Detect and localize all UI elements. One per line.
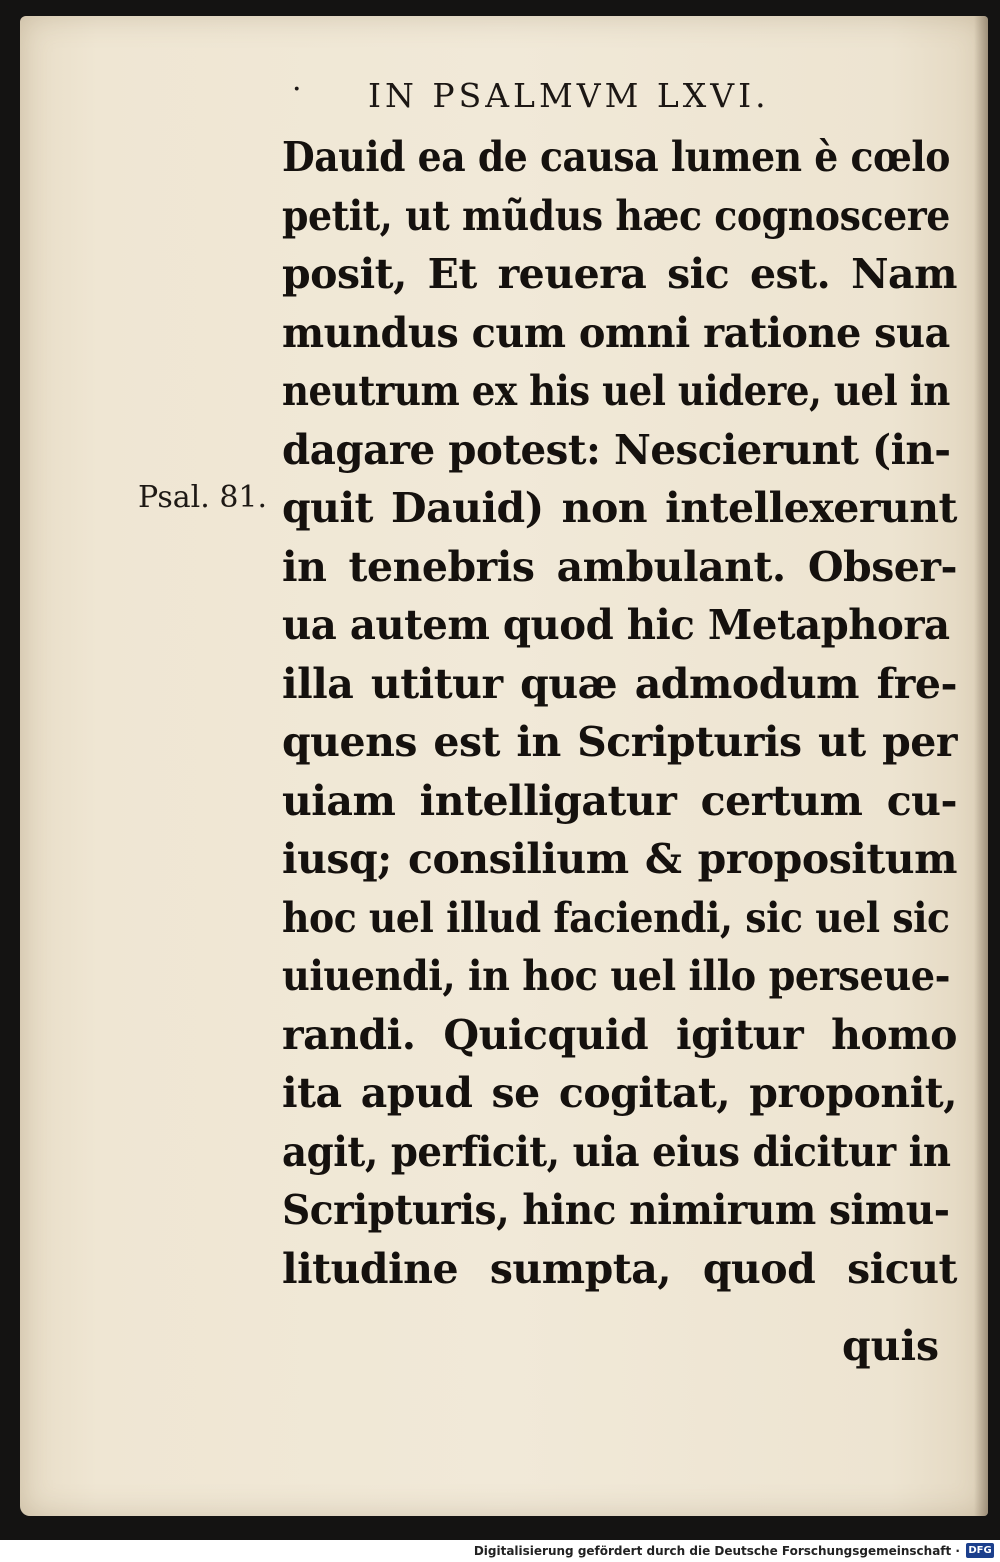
margin-note: Psal. 81. [138, 480, 268, 515]
text-line: litudine sumpta, quod sicut [282, 1244, 957, 1293]
text-line: neutrum ex his uel uidere, uel in [282, 367, 950, 415]
body-text [282, 128, 957, 1298]
running-head-mark: · [292, 72, 302, 107]
text-line: mundus cum omni ratione sua [282, 308, 950, 357]
running-head: IN PSALMVM LXVI. [368, 76, 770, 115]
text-line: dagare potest: Nescierunt (in- [282, 425, 951, 474]
catchword: quis [842, 1322, 940, 1370]
page-edge-shadow [974, 16, 988, 1516]
text-line: quit Dauid) non intellexerunt [282, 484, 957, 532]
text-line: petit, ut mũdus hæc cognoscere [282, 191, 950, 240]
text-line: uiam intelligatur certum cu- [282, 776, 957, 825]
text-line: in tenebris ambulant. Obser- [282, 542, 957, 591]
text-line: agit, perficit, uia eius dicitur in [282, 1127, 951, 1176]
text-line: Dauid ea de causa lumen è cœlo [282, 133, 950, 181]
text-line: iusq; consilium & propositum [282, 835, 957, 883]
text-line: Scripturis, hinc nimirum simu- [282, 1186, 950, 1234]
text-line: ua autem quod hic Metaphora [282, 601, 950, 649]
text-line: uiuendi, in hoc uel illo perseue- [282, 952, 950, 1000]
footer-credit: Digitalisierung gefördert durch die Deutsche Forschungsgemeinschaft · [473, 1544, 960, 1558]
text-line: randi. Quicquid igitur homo [282, 1010, 957, 1059]
text-line: ita apud se cogitat, proponit, [282, 1069, 957, 1117]
text-line: quens est in Scripturis ut per [282, 718, 957, 766]
text-line: illa utitur quæ admodum fre- [282, 659, 957, 708]
text-line: posit, Et reuera sic est. Nam [282, 250, 957, 298]
text-line: hoc uel illud faciendi, sic uel sic [282, 893, 950, 942]
dfg-logo: DFG [966, 1543, 994, 1558]
